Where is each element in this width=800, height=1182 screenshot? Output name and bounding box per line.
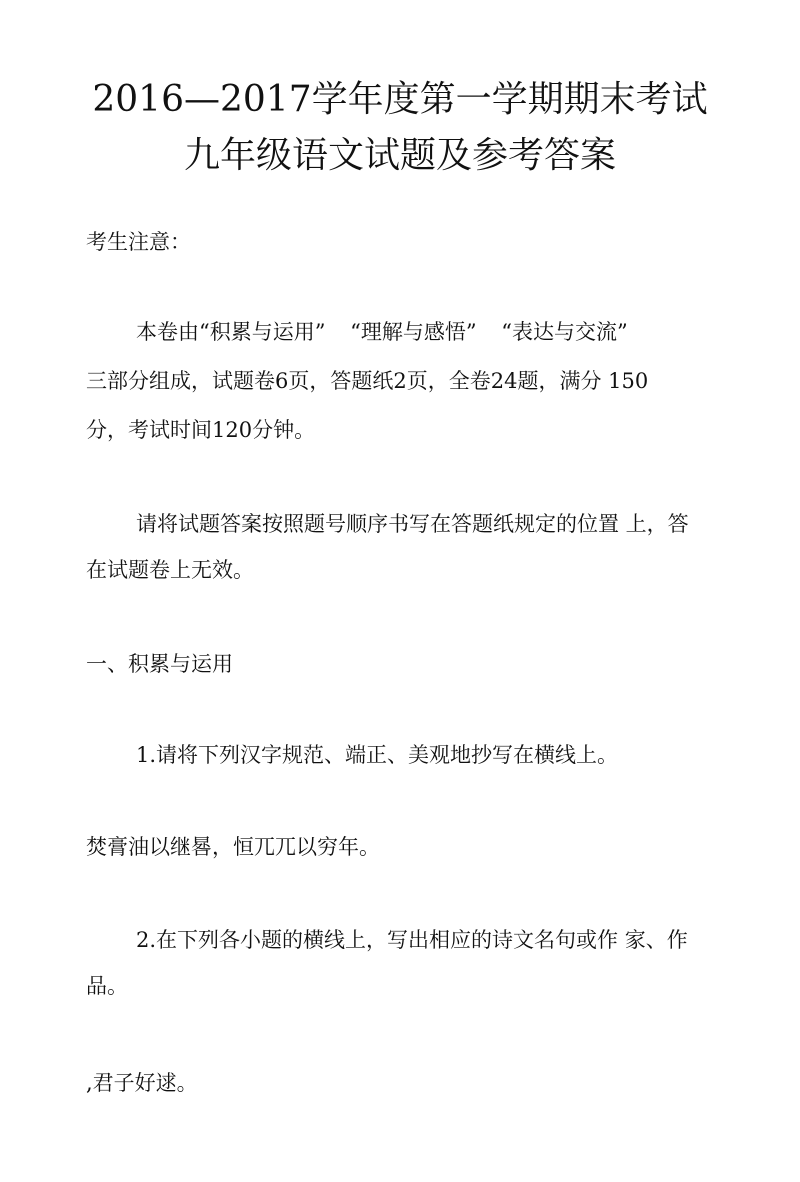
notice-paragraph1-line1: 本卷由“积累与运用” “理解与感悟” “表达与交流”	[136, 320, 628, 344]
question1-copy-text: 焚膏油以继晷，恒兀兀以穷年。	[86, 835, 380, 859]
section1-heading: 一、积累与运用	[86, 652, 233, 676]
question2-fill-item: ,君子好逑。	[86, 1071, 198, 1095]
question2-prompt-line2: 品。	[86, 974, 128, 998]
notice-paragraph1-line2: 三部分组成，试题卷6页，答题纸2页，全卷24题，满分 150	[86, 369, 649, 393]
exam-title-line1: 2016—2017学年度第一学期期末考试	[92, 79, 708, 120]
exam-title-line2: 九年级语文试题及参考答案	[183, 135, 616, 176]
notice-heading: 考生注意：	[86, 230, 191, 254]
question2-prompt-line1: 2.在下列各小题的横线上，写出相应的诗文名句或作 家、作	[136, 928, 688, 952]
notice-paragraph1-line3: 分，考试时间120分钟。	[86, 418, 316, 442]
notice-paragraph2-line1: 请将试题答案按照题号顺序书写在答题纸规定的位置 上，答	[136, 512, 689, 536]
notice-paragraph2-line2: 在试题卷上无效。	[86, 558, 254, 582]
question1-prompt: 1.请将下列汉字规范、端正、美观地抄写在横线上。	[136, 743, 619, 767]
